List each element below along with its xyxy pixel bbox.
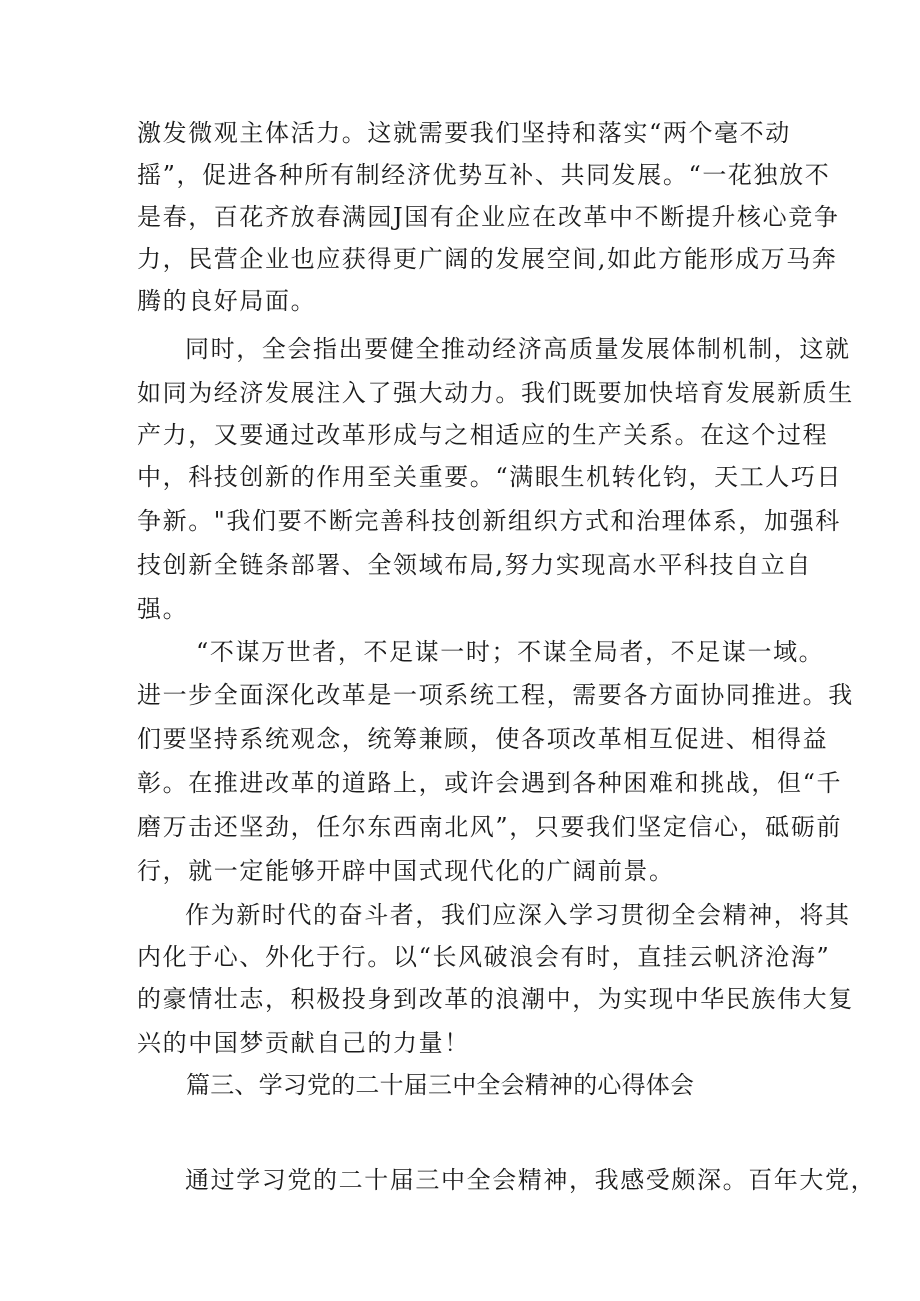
paragraph-line: 力，民营企业也应获得更广阔的发展空间,如此方能形成万马奔 xyxy=(137,245,838,273)
paragraph-line: 激发微观主体活力。这就需要我们坚持和落实“两个毫不动 xyxy=(137,119,791,147)
paragraph-line: 彰。在推进改革的道路上，或许会遇到各种困难和挑战，但“千 xyxy=(137,769,843,797)
paragraph-line: 如同为经济发展注入了强大动力。我们既要加快培育发展新质生 xyxy=(137,379,854,407)
paragraph-line: 强。 xyxy=(137,595,189,623)
paragraph-line: “不谋万世者，不足谋一时；不谋全局者，不足谋一域。 xyxy=(196,638,825,666)
paragraph-line: 磨万击还坚劲，任尔东西南北风”，只要我们坚定信心，砥砺前 xyxy=(137,813,843,841)
paragraph-line: 产力，又要通过改革形成与之相适应的生产关系。在这个过程 xyxy=(137,421,829,449)
paragraph-line: 进一步全面深化改革是一项系统工程，需要各方面协同推进。我 xyxy=(137,681,854,709)
paragraph-line: 争新。"我们要不断完善科技创新组织方式和治理体系，加强科 xyxy=(137,507,841,535)
paragraph-line: 是春，百花齐放春满园J国有企业应在改革中不断提升核心竞争 xyxy=(137,203,840,231)
paragraph-line: 内化于心、外化于行。以“长风破浪会有时，直挂云帆济沧海” xyxy=(137,943,831,971)
paragraph-line: 兴的中国梦贡献自己的力量！ xyxy=(137,1029,470,1057)
paragraph-line: 通过学习党的二十届三中全会精神，我感受颇深。百年大党， xyxy=(185,1166,877,1194)
paragraph-line: 腾的良好局面。 xyxy=(137,287,317,315)
paragraph-line: 行，就一定能够开辟中国式现代化的广阔前景。 xyxy=(137,857,675,885)
paragraph-line: 的豪情壮志，积极投身到改革的浪潮中，为实现中华民族伟大复 xyxy=(137,985,854,1013)
paragraph-line: 摇”，促进各种所有制经济优势互补、共同发展。“一花独放不 xyxy=(137,161,831,189)
paragraph-line: 技创新全链条部署、全领域布局,努力实现高水平科技自立自 xyxy=(137,551,812,579)
paragraph-line: 中，科技创新的作用至关重要。“满眼生机转化钧，天工人巧日 xyxy=(137,463,843,491)
section-heading: 篇三、学习党的二十届三中全会精神的心得体会 xyxy=(186,1071,695,1099)
paragraph-line: 作为新时代的奋斗者，我们应深入学习贯彻全会精神，将其 xyxy=(185,901,851,929)
paragraph-line: 同时，全会指出要健全推动经济高质量发展体制机制，这就 xyxy=(185,335,851,363)
paragraph-line: 们要坚持系统观念，统筹兼顾，使各项改革相互促进、相得益 xyxy=(137,725,829,753)
